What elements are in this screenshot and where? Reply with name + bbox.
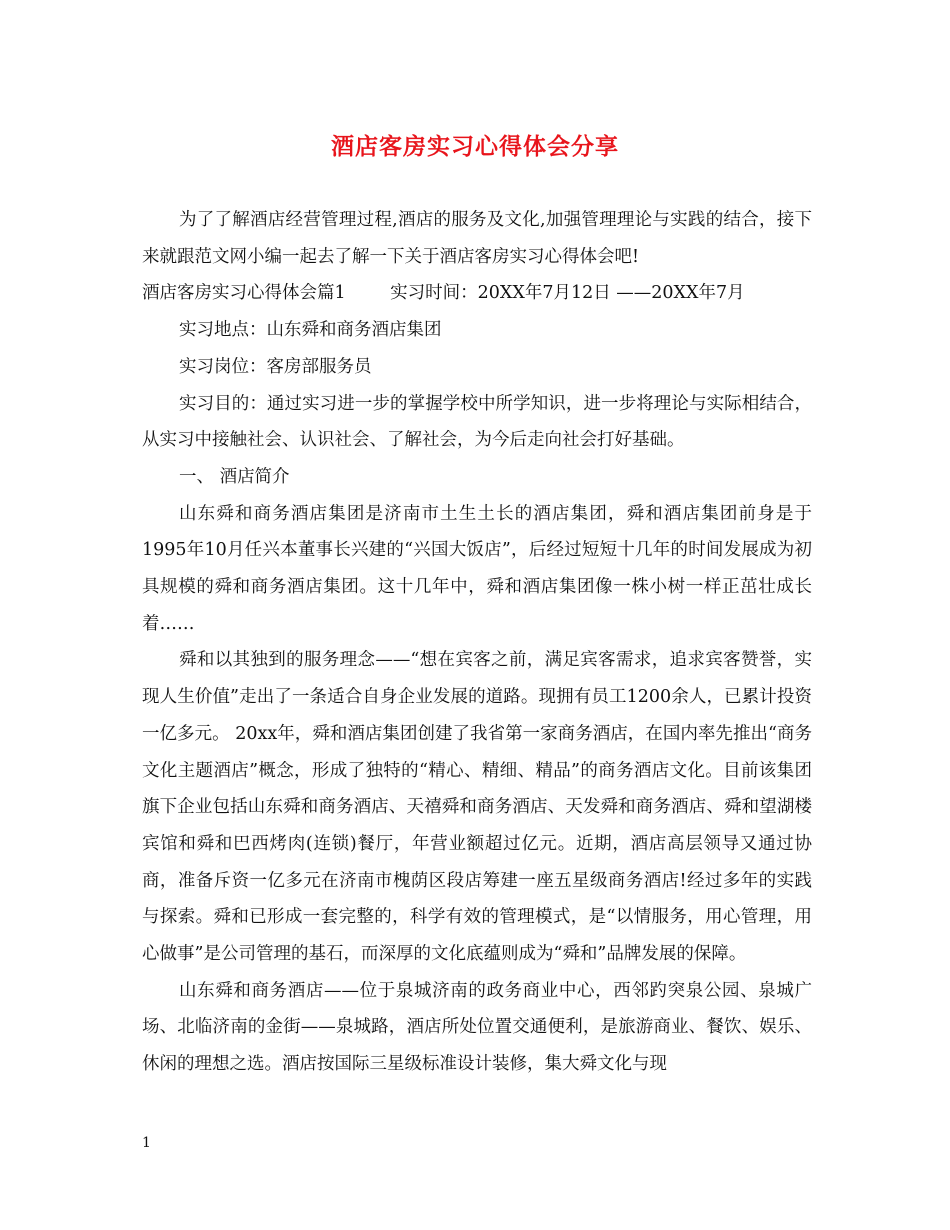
paragraph-location: 实习地点：山东舜和商务酒店集团 [179, 320, 442, 341]
paragraph-hotel-history: 山东舜和商务酒店集团是济南市土生土长的酒店集团，舜和酒店集团前身是于1995年10月任兴本董事长兴建的“兴国大饭店”，后经过短短十几年的时间发展成为初具规模的舜和商务酒店集团。这十几年中，舜和酒店集团像一株小树一样正茁壮成长着…… [142, 503, 812, 634]
document-body [142, 202, 812, 1083]
page-number: 1 [142, 1135, 151, 1151]
paragraph-purpose: 实习目的：通过实习进一步的掌握学校中所学知识，进一步将理论与实际相结合，从实习中接触社会、认识社会、了解社会，为今后走向社会打好基础。 [142, 393, 812, 451]
paragraph-section-heading: 酒店客房实习心得体会篇1 实习时间：20XX年7月12日 ——20XX年7月 [142, 283, 745, 304]
paragraph-position: 实习岗位：客房部服务员 [179, 356, 372, 377]
paragraph-hotel-location: 山东舜和商务酒店——位于泉城济南的政务商业中心，西邻趵突泉公园、泉城广场、北临济南的金街——泉城路，酒店所处位置交通便利，是旅游商业、餐饮、娱乐、休闲的理想之选。酒店按国际三星级标准设计装修，集大舜文化与现 [142, 980, 812, 1075]
paragraph-heading-hotel-intro: 一、 酒店简介 [179, 466, 290, 487]
document-title: 酒店客房实习心得体会分享 [331, 133, 619, 160]
paragraph-intro: 为了了解酒店经营管理过程,酒店的服务及文化,加强管理理论与实践的结合，接下来就跟范文网小编一起去了解一下关于酒店客房实习心得体会吧! [142, 210, 812, 267]
paragraph-service-concept: 舜和以其独到的服务理念——“想在宾客之前，满足宾客需求，追求宾客赞誉，实现人生价值”走出了一条适合自身企业发展的道路。现拥有员工1200余人，已累计投资一亿多元。 20xx年，舜和酒店集团创建了我省第一家商务酒店，在国内率先推出“商务文化主题酒店”概念，形成了独特的“精心、精细、精品”的商务酒店文化。目前该集团旗下企业包括山东舜和商务酒店、天禧舜和商务酒店、天发舜和商务酒店、舜和望湖楼宾馆和舜和巴西烤肉(连锁)餐厅，年营业额超过亿元。近期，酒店高层领导又通过协商，准备斥资一亿多元在济南市槐荫区段店筹建一座五星级商务酒店!经过多年的实践与探索。舜和已形成一套完整的，科学有效的管理模式，是“以情服务，用心管理，用心做事”是公司管理的基石，而深厚的文化底蕴则成为“舜和”品牌发展的保障。 [142, 650, 812, 965]
